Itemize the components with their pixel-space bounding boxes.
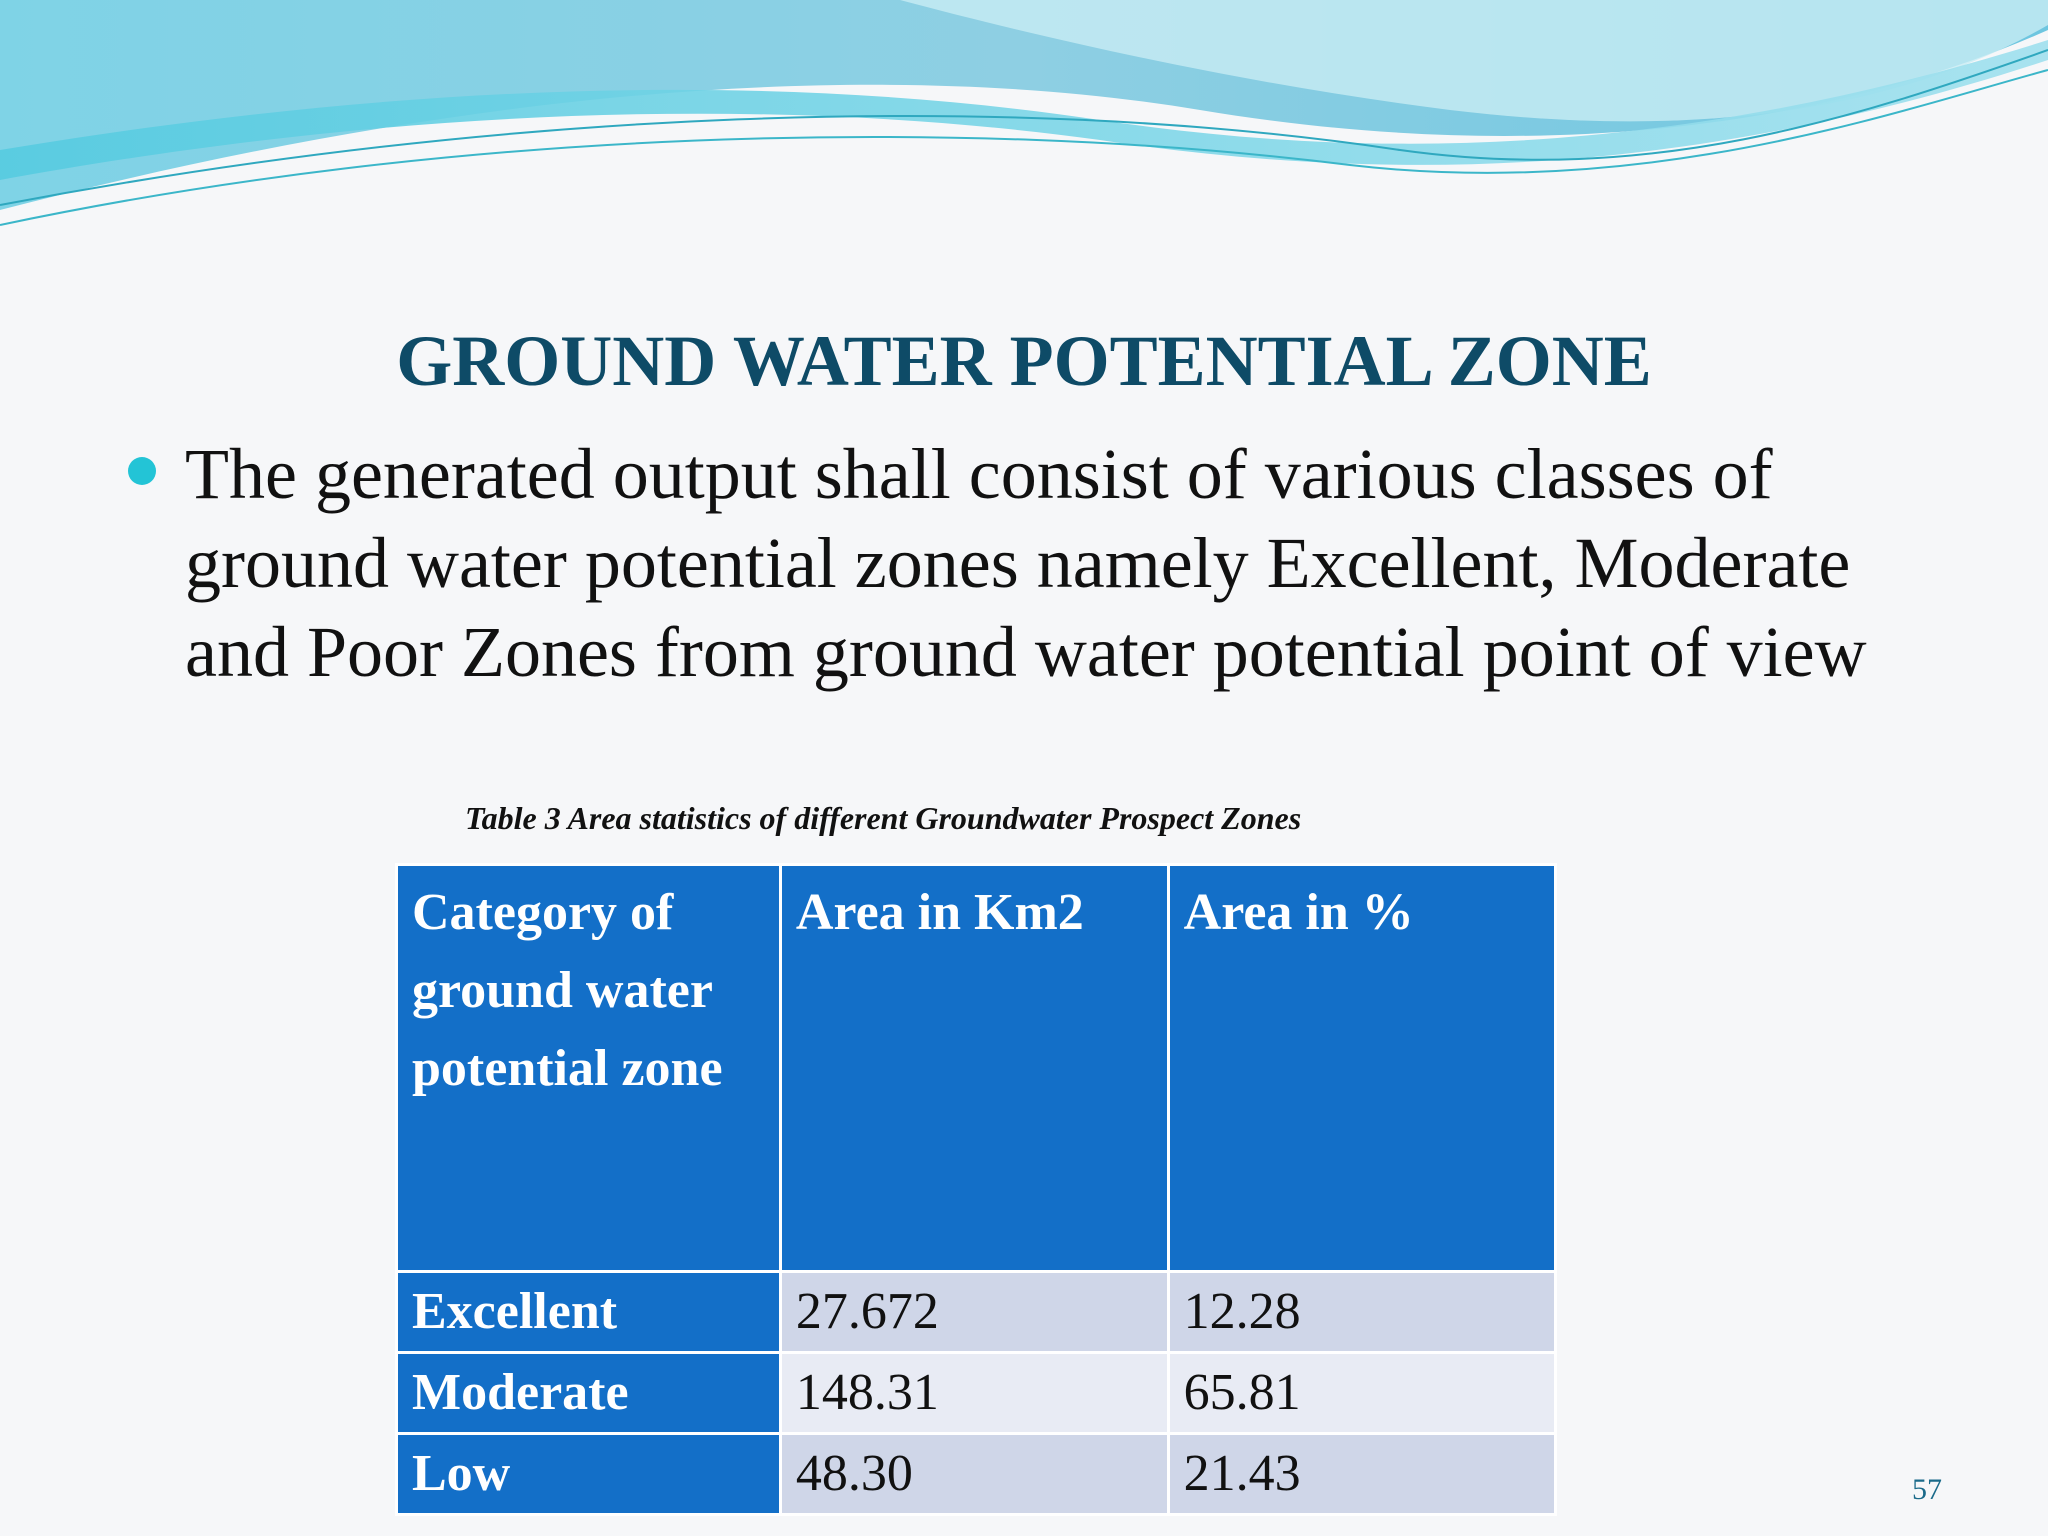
row-area-pct: 65.81 [1168,1353,1555,1434]
row-category: Excellent [397,1272,781,1353]
table-row [397,1353,1556,1434]
row-area-km2: 27.672 [780,1272,1168,1353]
header-area-pct: Area in % [1168,865,1555,1272]
row-category: Low [397,1434,781,1515]
bullet-point [125,430,1945,697]
table-caption: Table 3 Area statistics of different Groundwater Prospect Zones [465,800,1302,836]
bullet-dot-icon [128,457,156,485]
row-area-km2: 48.30 [780,1434,1168,1515]
bullet-text: The generated output shall consist of various classes of ground water potential zones namely Excellent, Moderate and Poor Zones from ground water potential point of view [185,434,1867,692]
table-row [397,1272,1556,1353]
row-area-pct: 12.28 [1168,1272,1555,1353]
table-header-row [397,865,1556,1272]
header-area-km2: Area in Km2 [780,865,1168,1272]
table-row [397,1434,1556,1515]
header-wave-decoration [0,0,2048,260]
header-category: Category of ground water potential zone [397,865,781,1272]
page-number: 57 [1912,1473,1942,1506]
row-category: Moderate [397,1353,781,1434]
row-area-km2: 148.31 [780,1353,1168,1434]
row-area-pct: 21.43 [1168,1434,1555,1515]
slide-title: GROUND WATER POTENTIAL ZONE [396,321,1652,401]
area-statistics-table [395,863,1557,1516]
